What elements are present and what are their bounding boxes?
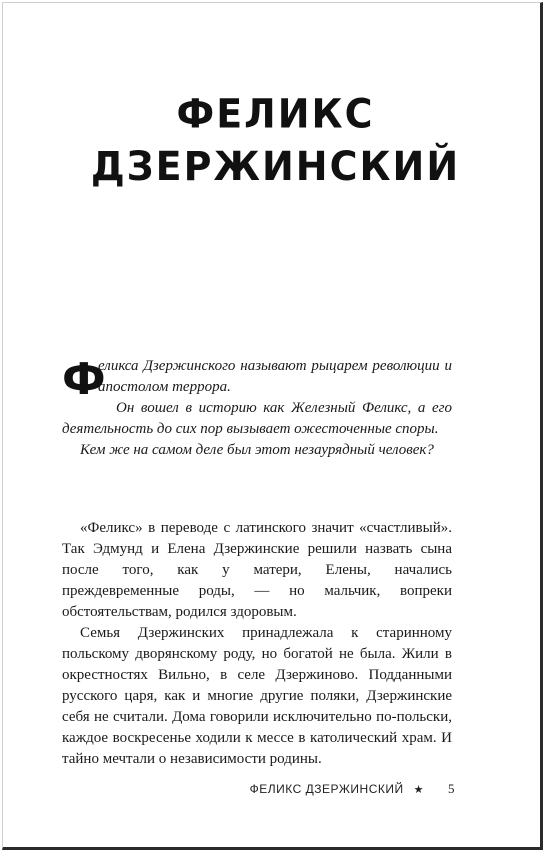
body-paragraph-2: Семья Дзержинских принадлежала к старинному польскому дворянскому роду, но богатой не была. Жили в окрестностях Вильно, в селе Дзержиново. Подданными русского царя, как и многие другие поляки, Дзержинские себя не считали. Дома говорили исключительно по-польски, каждое воскресенье ходили к мессе в католический храм. И тайно мечтали о независимости родины. [62, 625, 452, 767]
page-number: 5 [448, 781, 455, 796]
star-icon: ★ [413, 783, 424, 796]
body-text [62, 518, 452, 770]
running-title: ФЕЛИКС ДЗЕРЖИНСКИЙ [249, 782, 404, 796]
body-paragraph-1: «Феликс» в переводе с латинского значит «счастливый». Так Эдмунд и Елена Дзержинские решили назвать сына после того, как у матери, Елены, начались преждевременные роды, — но мальчик, вопреки обстоятельствам, родился здоровым. [62, 520, 452, 620]
chapter-title-line-2: ДЗЕРЖИНСКИЙ [90, 143, 461, 190]
intro-paragraph-2: Он вошел в историю как Железный Феликс, а его деятельность до сих пор вызывает ожесточенные споры. [62, 400, 452, 437]
intro-paragraph-1 [62, 354, 452, 405]
intro-paragraph-3: Кем же на самом деле был этот незаурядный человек? [80, 442, 434, 458]
chapter-title [0, 88, 551, 193]
intro-paragraph-1-text: еликса Дзержинского называют рыцарем революции и апостолом террора. [98, 358, 452, 395]
page-footer [250, 781, 455, 797]
drop-cap: Ф [62, 354, 106, 405]
chapter-title-line-1: ФЕЛИКС [176, 90, 375, 137]
intro-block [62, 356, 452, 461]
